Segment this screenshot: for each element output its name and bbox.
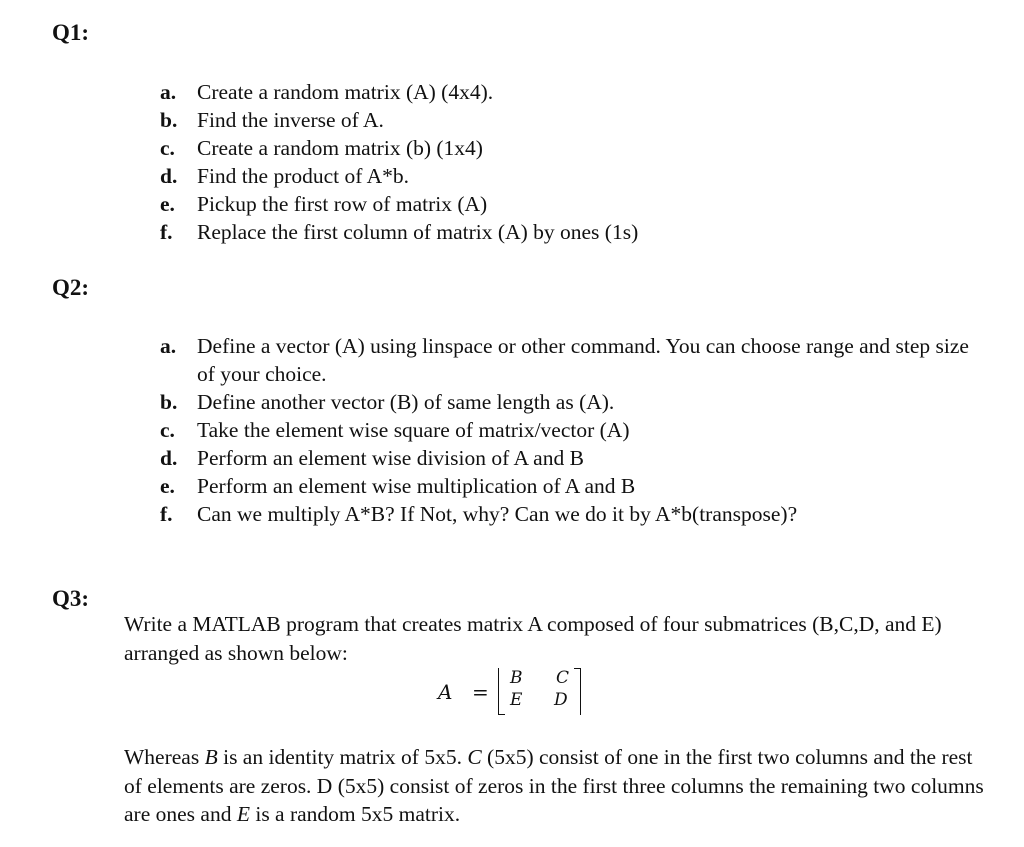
item-letter: b. — [160, 390, 178, 414]
q3-description — [124, 743, 994, 829]
item-letter: f. — [160, 502, 173, 526]
item-text: Create a random matrix (A) (4x4). — [197, 80, 494, 104]
left-bracket — [498, 668, 505, 715]
list-item — [160, 332, 980, 388]
item-letter: a. — [160, 80, 177, 104]
list-item — [160, 78, 980, 106]
desc-text: (5x5) consist of one in the first two columns and the rest of elements are zeros. D (5x5) consist of zeros in the first three columns the remaining two columns are ones and — [124, 745, 984, 826]
item-text: Create a random matrix (b) (1x4) — [197, 136, 483, 160]
item-text: Find the inverse of A. — [197, 108, 384, 132]
list-item — [160, 190, 980, 218]
desc-var-c: C — [467, 745, 482, 769]
item-letter: f. — [160, 220, 173, 244]
matrix-cell-e: E — [510, 690, 523, 710]
item-letter: d. — [160, 446, 178, 470]
item-text: Can we multiply A*B? If Not, why? Can we do it by A*b(transpose)? — [197, 502, 798, 526]
list-item — [160, 416, 980, 444]
desc-var-b: B — [204, 745, 218, 769]
item-text: Pickup the first row of matrix (A) — [197, 192, 488, 216]
equation-lhs: A — [438, 680, 453, 704]
list-item — [160, 218, 980, 246]
equals-sign: = — [472, 680, 489, 704]
item-letter: b. — [160, 108, 178, 132]
item-letter: e. — [160, 474, 175, 498]
list-item — [160, 106, 980, 134]
q1-list — [160, 78, 980, 246]
item-letter: a. — [160, 334, 177, 358]
q3-intro: Write a MATLAB program that creates matrix A composed of four submatrices (B,C,D, and E) arranged as shown below: — [124, 612, 942, 665]
list-item — [160, 444, 980, 472]
matrix-cell-b: B — [510, 668, 523, 688]
desc-text: Whereas — [124, 745, 205, 769]
q3-label: Q3: — [52, 586, 90, 611]
list-item — [160, 472, 980, 500]
item-letter: c. — [160, 418, 175, 442]
item-text: Perform an element wise multiplication of A and B — [197, 474, 636, 498]
item-letter: c. — [160, 136, 175, 160]
item-text: Perform an element wise division of A and B — [197, 446, 584, 470]
list-item — [160, 388, 980, 416]
q1-label: Q1: — [52, 20, 90, 45]
item-letter: e. — [160, 192, 175, 216]
desc-var-e: E — [236, 802, 250, 826]
right-bracket — [574, 668, 581, 715]
matrix-cell-d: D — [554, 690, 568, 710]
item-letter: d. — [160, 164, 178, 188]
item-text: Find the product of A*b. — [197, 164, 409, 188]
list-item — [160, 500, 980, 528]
q2-list — [160, 332, 980, 528]
item-text: Take the element wise square of matrix/vector (A) — [197, 418, 630, 442]
item-text: Define another vector (B) of same length as (A). — [197, 390, 615, 414]
list-item — [160, 134, 980, 162]
item-text: Replace the first column of matrix (A) by ones (1s) — [197, 220, 639, 244]
list-item — [160, 162, 980, 190]
desc-text: is a random 5x5 matrix. — [249, 802, 461, 826]
desc-text: is an identity matrix of 5x5. — [217, 745, 468, 769]
q2-label: Q2: — [52, 275, 90, 300]
matrix-cell-c: C — [556, 668, 570, 688]
item-text: Define a vector (A) using linspace or other command. You can choose range and step size of your choice. — [197, 334, 969, 386]
